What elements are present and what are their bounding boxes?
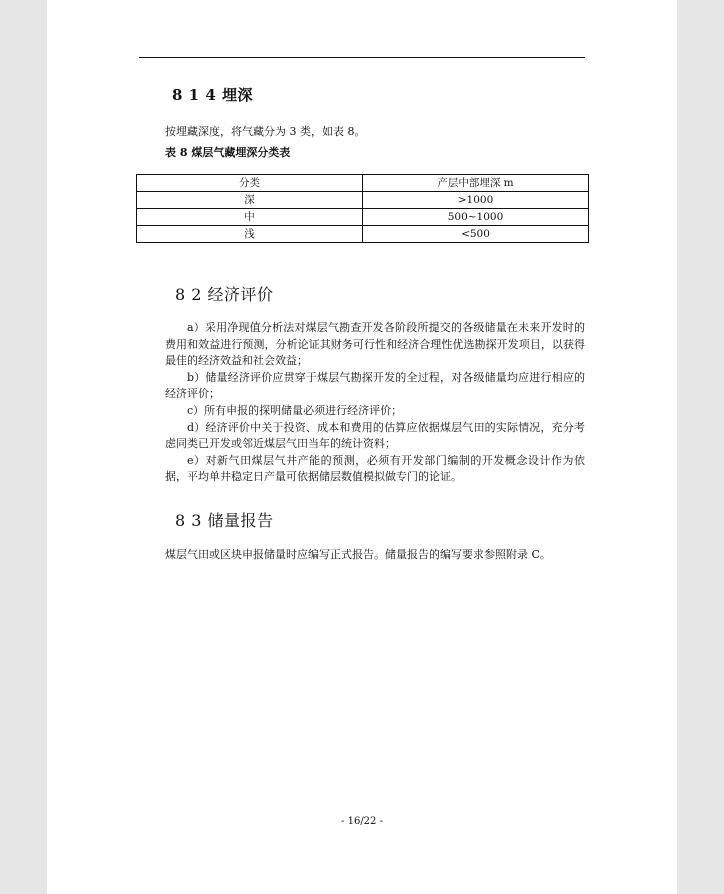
table-cell: 深 [137,192,363,209]
list-item: e）对新气田煤层气井产能的预测，必须有开发部门编制的开发概念设计作为依据，平均单井稳定日产量可依据储层数值模拟做专门的论证。 [165,453,585,484]
list-item: a）采用净现值分析法对煤层气勘查开发各阶段所提交的各级储量在未来开发时的费用和效益进行预测，分析论证其财务可行性和经济合理性优选勘探开发项目，以获得最佳的经济效益和社会效益； [165,321,585,368]
section-83-heading: 8 3 储量报告 [175,511,274,530]
table-cell: <500 [363,226,589,243]
table-row [137,226,589,243]
list-item: d）经济评价中关于投资、成本和费用的估算应依据煤层气田的实际情况，充分考虑同类已开发或邻近煤层气田当年的统计资料； [165,420,585,451]
table-cell: 中 [137,209,363,226]
section-814-intro: 按埋藏深度，将气藏分为 3 类，如表 8。 [165,125,366,138]
section-82-heading: 8 2 经济评价 [175,285,274,304]
list-item: c）所有申报的探明储量必须进行经济评价； [187,403,403,417]
section-82-list [165,320,585,486]
table-header-cell: 分类 [137,175,363,192]
table-header-cell: 产层中部埋深 m [363,175,589,192]
section-814-heading: 8 1 4 埋深 [172,86,253,104]
list-item: b）储量经济评价应贯穿于煤层气勘探开发的全过程，对各级储量均应进行相应的经济评价； [165,370,585,401]
table-row [137,192,589,209]
table-cell: 500~1000 [363,209,589,226]
table-caption: 表 8 煤层气藏埋深分类表 [165,146,291,159]
page-number: - 16/22 - [341,816,383,827]
table-cell: >1000 [363,192,589,209]
table-header-row [137,175,589,192]
burial-depth-table [136,174,589,243]
document-page [47,0,677,894]
section-83-text: 煤层气田或区块申报储量时应编写正式报告。储量报告的编写要求参照附录 C。 [165,548,551,561]
header-rule [139,57,585,58]
table-cell: 浅 [137,226,363,243]
table-row [137,209,589,226]
